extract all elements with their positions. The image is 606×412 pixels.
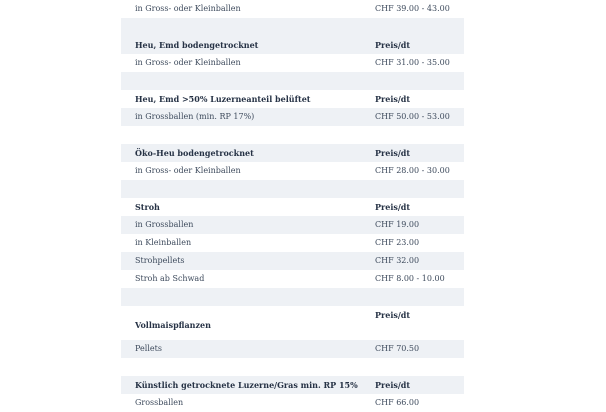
item-price: CHF 39.00 - 43.00 [375, 4, 450, 13]
item-label: in Grossballen [135, 220, 194, 229]
category-header-row [121, 198, 464, 216]
price-row [121, 252, 464, 270]
price-row [121, 394, 464, 412]
category-name: Heu, Emd >50% Luzerneanteil belüftet [135, 94, 311, 104]
item-label: in Kleinballen [135, 238, 192, 247]
category-header-row [121, 376, 464, 394]
price-row [121, 234, 464, 252]
category-name: Künstlich getrocknete Luzerne/Gras min. RP 15% [135, 380, 358, 390]
price-row [121, 54, 464, 72]
category-header-row [121, 90, 464, 108]
section-spacer [121, 358, 464, 376]
section-spacer [121, 126, 464, 144]
category-name: Stroh [135, 202, 160, 212]
item-price: CHF 19.00 [375, 220, 420, 229]
section-spacer [121, 72, 464, 90]
price-row [121, 108, 464, 126]
price-unit-header: Preis/dt [375, 202, 411, 212]
category-header-row [121, 144, 464, 162]
price-unit-header: Preis/dt [375, 40, 411, 50]
item-price: CHF 23.00 [375, 238, 420, 247]
price-table [121, 0, 464, 412]
price-unit-header: Preis/dt [375, 94, 411, 104]
item-label: Strohpellets [135, 256, 185, 265]
category-header-row [121, 306, 464, 340]
category-name: Vollmaispflanzen [135, 320, 211, 330]
item-price: CHF 28.00 - 30.00 [375, 166, 450, 175]
section-spacer [121, 180, 464, 198]
price-row [121, 162, 464, 180]
item-price: CHF 32.00 [375, 256, 420, 265]
item-price: CHF 66.00 [375, 398, 420, 407]
category-name: Öko-Heu bodengetrocknet [135, 148, 254, 158]
item-price: CHF 70.50 [375, 344, 420, 353]
item-price: CHF 8.00 - 10.00 [375, 274, 445, 283]
item-label: in Gross- oder Kleinballen [135, 58, 241, 67]
item-label: in Gross- oder Kleinballen [135, 166, 241, 175]
item-label: Grossballen [135, 398, 184, 407]
item-label: Pellets [135, 344, 162, 353]
item-price: CHF 50.00 - 53.00 [375, 112, 450, 121]
price-row [121, 0, 464, 18]
price-unit-header: Preis/dt [375, 148, 411, 158]
price-row [121, 270, 464, 288]
item-label: in Grossballen (min. RP 17%) [135, 112, 255, 121]
price-row [121, 216, 464, 234]
section-spacer [121, 288, 464, 306]
category-header-row [121, 36, 464, 54]
item-label: Stroh ab Schwad [135, 274, 205, 283]
section-spacer [121, 18, 464, 36]
category-name: Heu, Emd bodengetrocknet [135, 40, 259, 50]
item-label: in Gross- oder Kleinballen [135, 4, 241, 13]
item-price: CHF 31.00 - 35.00 [375, 58, 450, 67]
price-unit-header: Preis/dt [375, 380, 411, 390]
price-row [121, 340, 464, 358]
price-unit-header: Preis/dt [375, 310, 411, 320]
